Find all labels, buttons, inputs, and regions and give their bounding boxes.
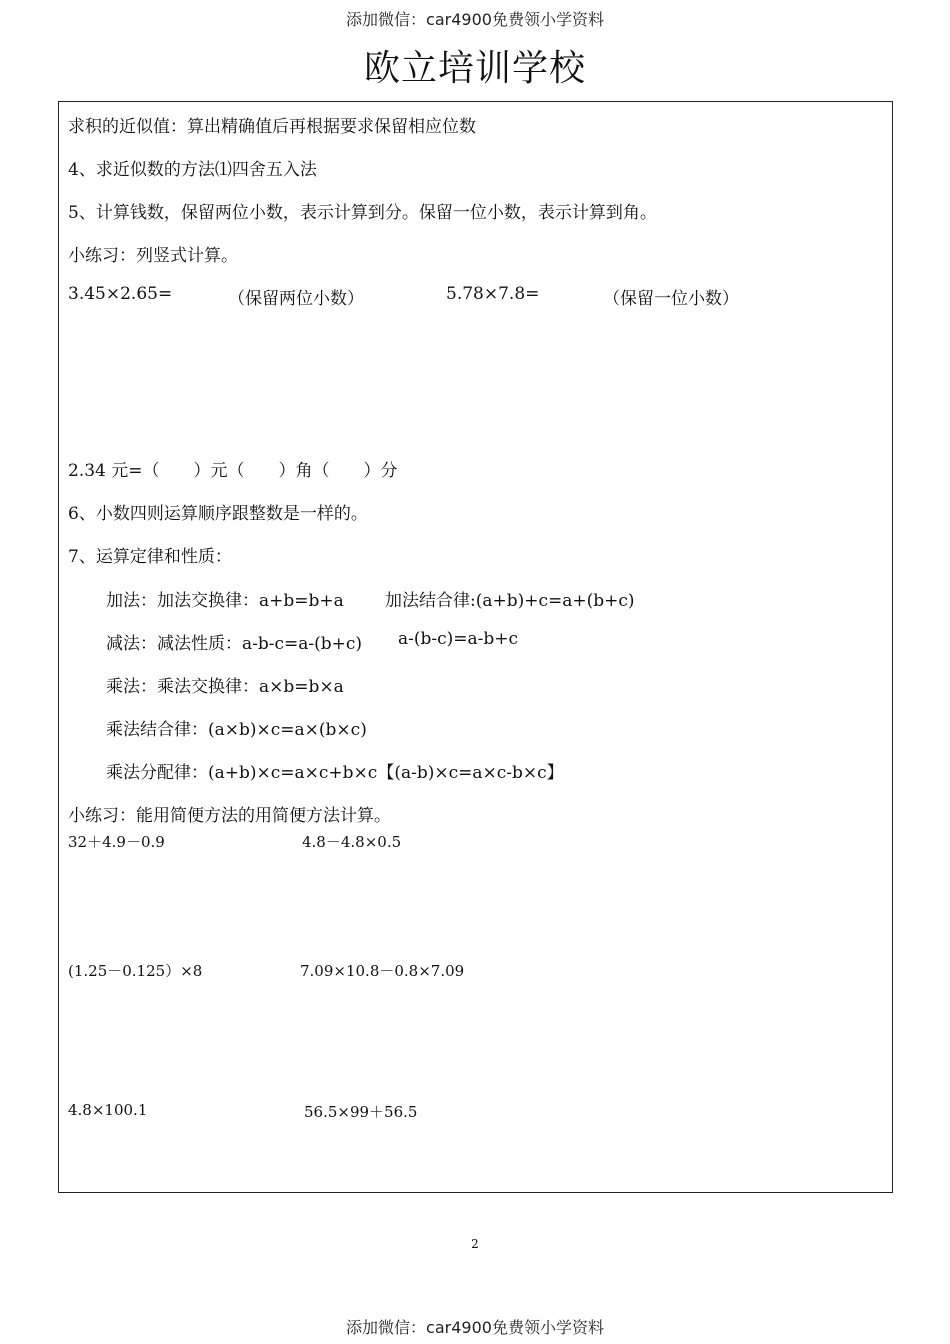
law-subtraction: 减法：减法性质：a-b-c=a-(b+c) [106, 634, 363, 654]
law-mul-distributive: 乘法分配律：(a+b)×c=a×c+b×c【(a-b)×c=a×c-b×c】 [106, 763, 564, 783]
page-number: 2 [471, 1237, 479, 1251]
simplify-exercise: 7.09×10.8－0.8×7.09 [300, 962, 465, 980]
law-add-associative: 加法结合律:(a+b)+c=a+(b+c) [385, 591, 635, 611]
line-rounding-method: 4、求近似数的方法⑴四舍五入法 [68, 160, 317, 180]
line-approx-product: 求积的近似值：算出精确值后再根据要求保留相应位数 [68, 117, 476, 137]
law-add-commutative: 加法：加法交换律：a+b=b+a [106, 591, 344, 611]
exercise-1: 3.45×2.65= [68, 284, 173, 304]
line-money-rule: 5、计算钱数，保留两位小数，表示计算到分。保留一位小数，表示计算到角。 [68, 203, 657, 223]
watermark-bottom: 添加微信：car4900免费领小学资料 [346, 1318, 604, 1337]
law-mul-commutative: 乘法：乘法交换律：a×b=b×a [106, 677, 344, 697]
simplify-exercise: 4.8×100.1 [68, 1101, 148, 1119]
simplify-exercise: (1.25－0.125）×8 [68, 962, 203, 980]
law-mul-associative: 乘法结合律：(a×b)×c=a×(b×c) [106, 720, 367, 740]
line-order-of-operations: 6、小数四则运算顺序跟整数是一样的。 [68, 504, 368, 524]
watermark-top: 添加微信：car4900免费领小学资料 [346, 10, 604, 29]
line-laws-heading: 7、运算定律和性质： [68, 547, 232, 567]
exercise-2-note: （保留一位小数） [603, 289, 739, 309]
school-title: 欧立培训学校 [363, 48, 586, 89]
exercise-1-note: （保留两位小数） [228, 289, 364, 309]
simplify-exercise: 56.5×99＋56.5 [304, 1103, 418, 1121]
simplify-exercise: 4.8－4.8×0.5 [302, 833, 402, 851]
simplify-exercise: 32＋4.9－0.9 [68, 833, 165, 851]
line-practice-vertical: 小练习：列竖式计算。 [68, 246, 238, 266]
law-subtraction-2: a-(b-c)=a-b+c [398, 629, 519, 649]
line-practice-simplify: 小练习：能用简便方法的用简便方法计算。 [68, 806, 391, 826]
money-conversion: 2.34 元=（ ）元（ ）角（ ）分 [68, 461, 398, 481]
exercise-2: 5.78×7.8= [446, 284, 540, 304]
